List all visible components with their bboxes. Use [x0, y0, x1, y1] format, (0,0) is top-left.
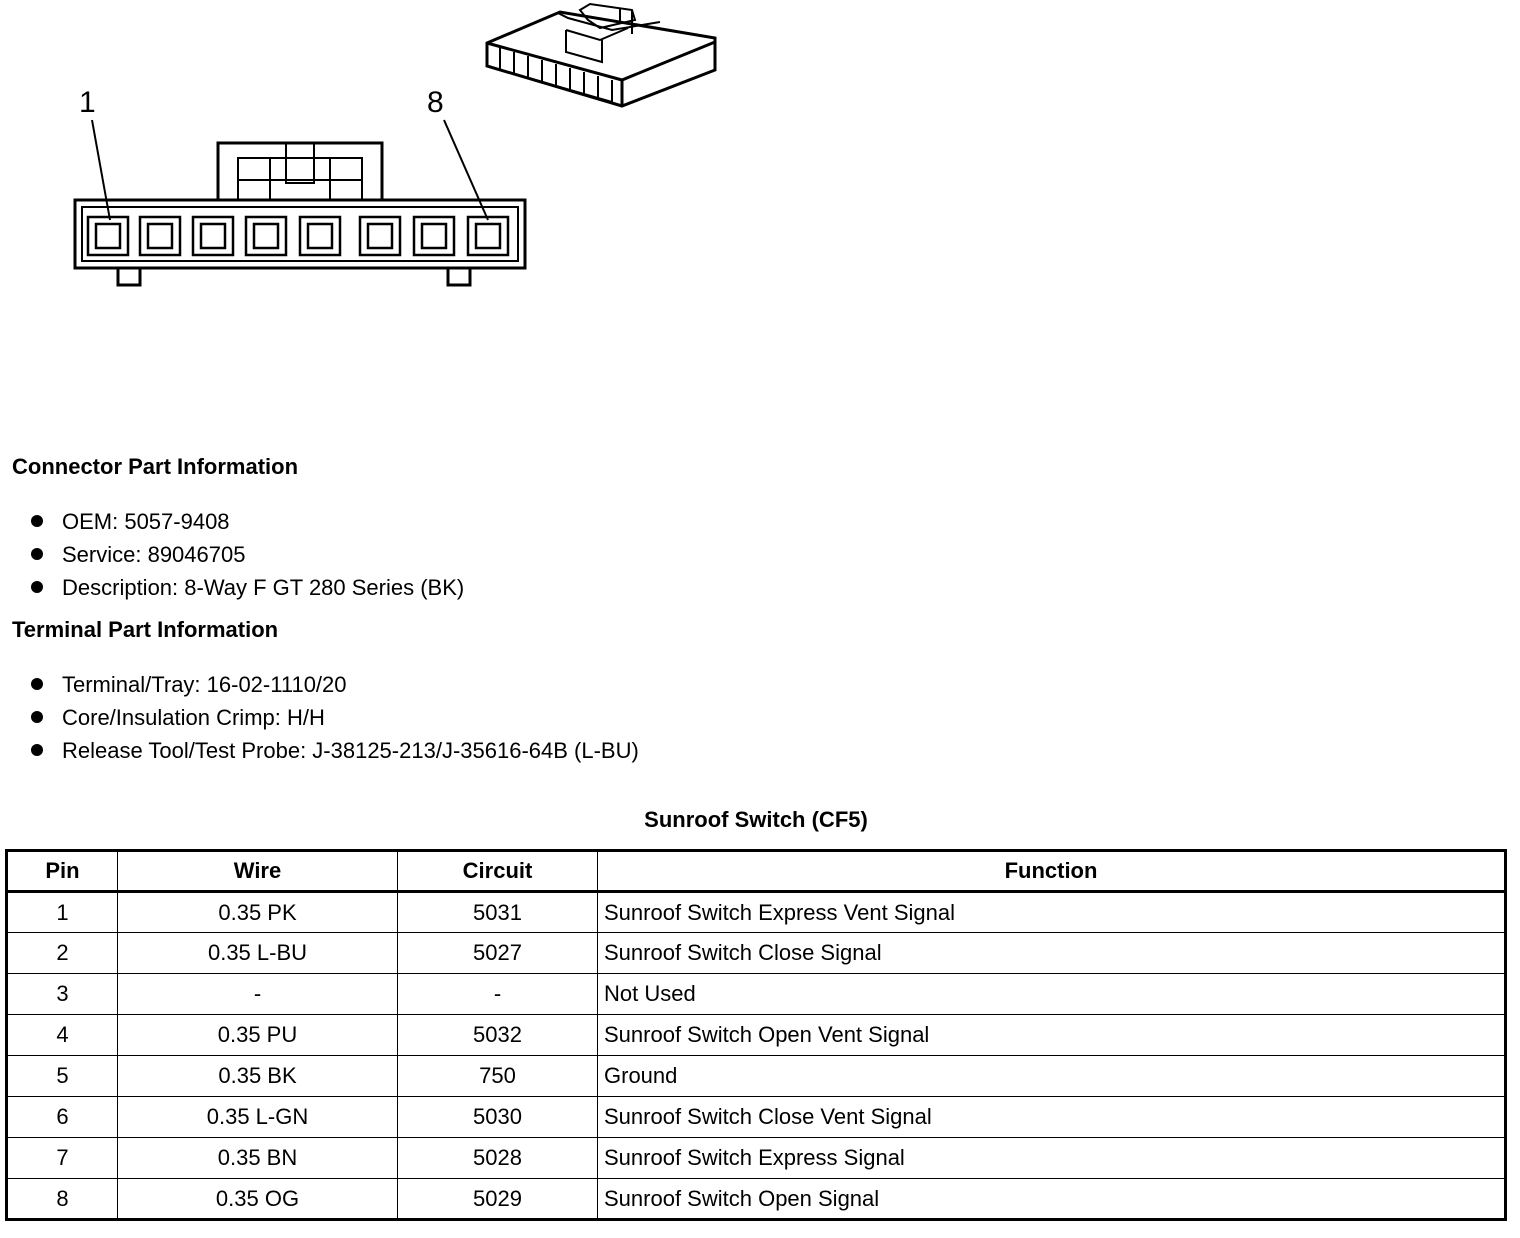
- bullet-icon: [31, 711, 43, 723]
- pin-8-leader: [444, 120, 488, 220]
- pin-cavities: [88, 217, 508, 255]
- pin-table: [5, 849, 1507, 1221]
- pin-cell: 4: [7, 1015, 118, 1056]
- pin-cell: 3: [7, 974, 118, 1015]
- header-pin: Pin: [7, 851, 118, 892]
- wire-cell: 0.35 BK: [118, 1056, 398, 1097]
- header-circuit: Circuit: [398, 851, 598, 892]
- wire-cell: 0.35 BN: [118, 1138, 398, 1179]
- function-cell: Ground: [598, 1056, 1506, 1097]
- table-header-row: [7, 851, 1506, 892]
- pin-cell: 1: [7, 892, 118, 933]
- header-wire: Wire: [118, 851, 398, 892]
- wire-cell: 0.35 L-BU: [118, 933, 398, 974]
- list-item: Description: 8-Way F GT 280 Series (BK): [30, 571, 464, 604]
- pin-last-label: 8: [427, 86, 444, 119]
- pin-cell: 8: [7, 1179, 118, 1220]
- table-row: [7, 1056, 1506, 1097]
- table-row: [7, 933, 1506, 974]
- function-cell: Sunroof Switch Express Signal: [598, 1138, 1506, 1179]
- list-item: Core/Insulation Crimp: H/H: [30, 701, 639, 734]
- terminal-info-list: [30, 668, 639, 767]
- pin-1-leader: [92, 120, 110, 220]
- list-item: Service: 89046705: [30, 538, 464, 571]
- function-cell: Not Used: [598, 974, 1506, 1015]
- pin-cell: 5: [7, 1056, 118, 1097]
- list-item: Release Tool/Test Probe: J-38125-213/J-35616-64B (L-BU): [30, 734, 639, 767]
- connector-perspective-view: [487, 4, 715, 106]
- bullet-icon: [31, 744, 43, 756]
- wire-cell: -: [118, 974, 398, 1015]
- function-cell: Sunroof Switch Close Signal: [598, 933, 1506, 974]
- pin-cell: 2: [7, 933, 118, 974]
- table-title: Sunroof Switch (CF5): [644, 807, 868, 832]
- circuit-cell: 5031: [398, 892, 598, 933]
- wire-cell: 0.35 PK: [118, 892, 398, 933]
- header-function: Function: [598, 851, 1506, 892]
- table-row: [7, 1097, 1506, 1138]
- connector-diagram: [0, 0, 760, 300]
- connector-info-list: [30, 505, 464, 604]
- table-row: [7, 1138, 1506, 1179]
- wire-cell: 0.35 L-GN: [118, 1097, 398, 1138]
- wire-cell: 0.35 OG: [118, 1179, 398, 1220]
- function-cell: Sunroof Switch Express Vent Signal: [598, 892, 1506, 933]
- pin-cell: 6: [7, 1097, 118, 1138]
- circuit-cell: 5030: [398, 1097, 598, 1138]
- terminal-info-title: Terminal Part Information: [12, 617, 279, 642]
- bullet-icon: [31, 581, 43, 593]
- circuit-cell: 5027: [398, 933, 598, 974]
- circuit-cell: -: [398, 974, 598, 1015]
- bullet-icon: [31, 678, 43, 690]
- table-row: [7, 1179, 1506, 1220]
- function-cell: Sunroof Switch Open Signal: [598, 1179, 1506, 1220]
- connector-front-view: [75, 143, 525, 285]
- circuit-cell: 750: [398, 1056, 598, 1097]
- bullet-icon: [31, 515, 43, 527]
- list-item: OEM: 5057-9408: [30, 505, 464, 538]
- bullet-icon: [31, 548, 43, 560]
- list-item: Terminal/Tray: 16-02-1110/20: [30, 668, 639, 701]
- connector-info-title: Connector Part Information: [12, 454, 299, 479]
- wire-cell: 0.35 PU: [118, 1015, 398, 1056]
- function-cell: Sunroof Switch Close Vent Signal: [598, 1097, 1506, 1138]
- circuit-cell: 5028: [398, 1138, 598, 1179]
- pin-first-label: 1: [79, 86, 96, 119]
- circuit-cell: 5029: [398, 1179, 598, 1220]
- table-row: [7, 1015, 1506, 1056]
- table-row: [7, 892, 1506, 933]
- circuit-cell: 5032: [398, 1015, 598, 1056]
- table-row: [7, 974, 1506, 1015]
- function-cell: Sunroof Switch Open Vent Signal: [598, 1015, 1506, 1056]
- pin-cell: 7: [7, 1138, 118, 1179]
